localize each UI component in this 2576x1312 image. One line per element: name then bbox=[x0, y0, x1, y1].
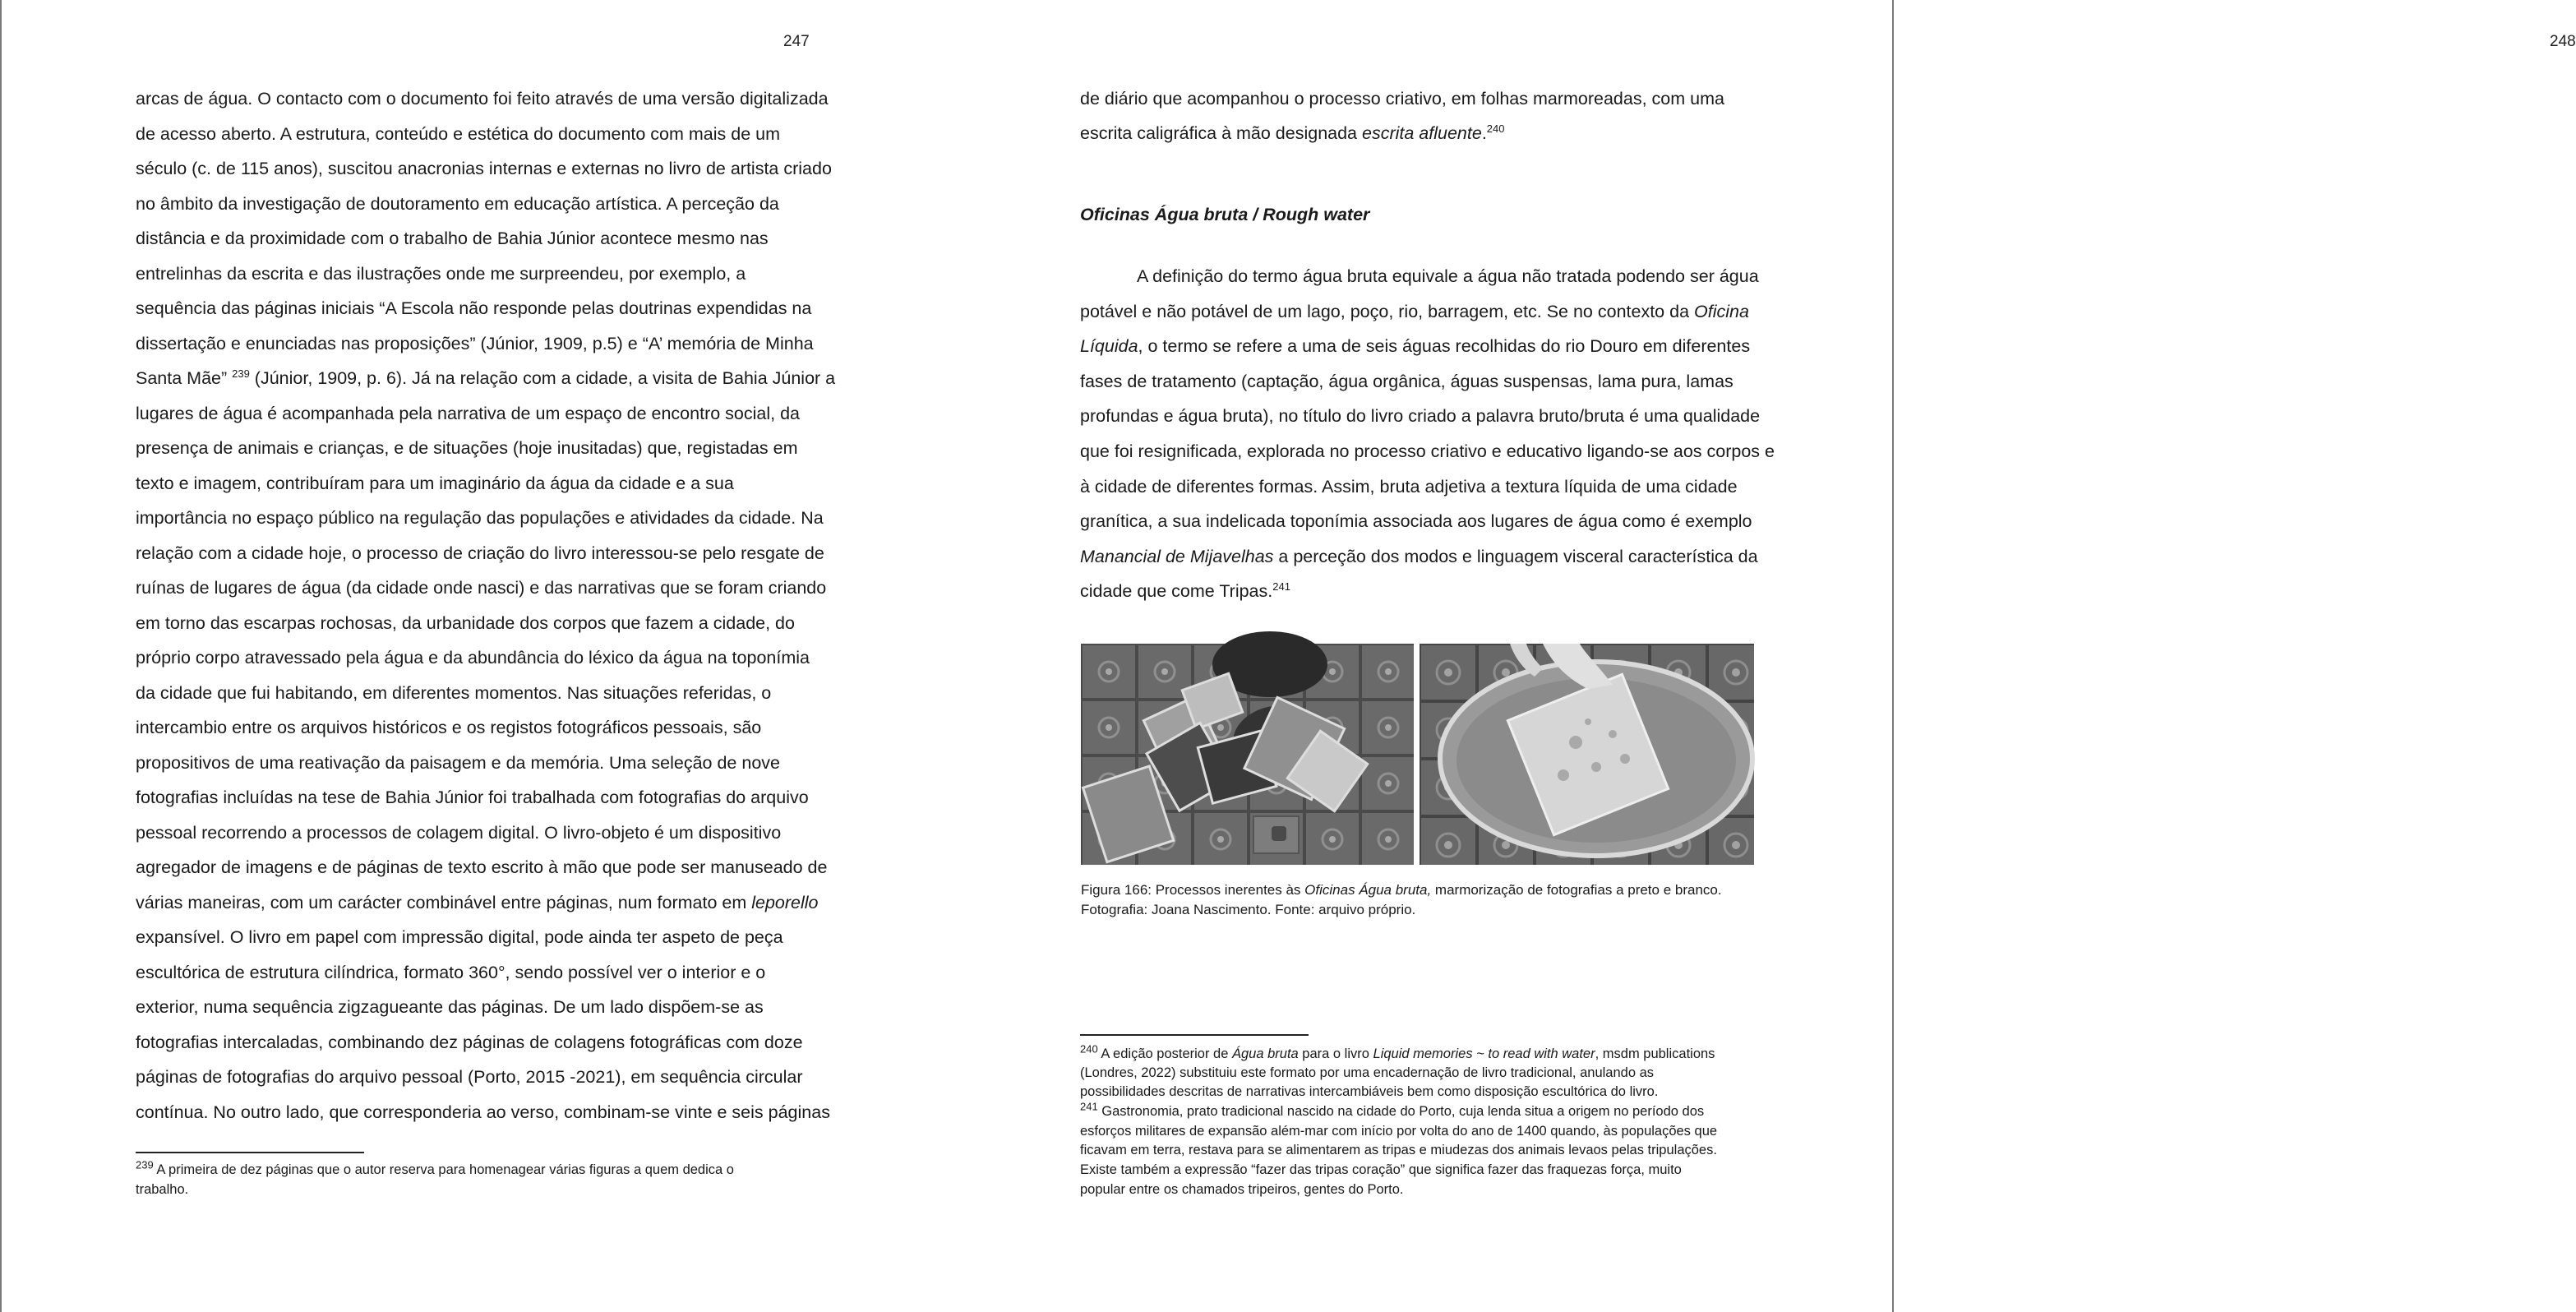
left-text-line: fotografias intercaladas, combinando dez páginas de colagens fotográficas com doze bbox=[136, 1032, 803, 1052]
left-text-line: distância e da proximidade com o trabalho de Bahia Júnior acontece mesmo nas bbox=[136, 229, 769, 248]
footnote-240-line-2: (Londres, 2022) substituiu este formato por uma encadernação de livro tradicional, anulando as bbox=[1080, 1065, 1655, 1080]
figure-caption-line-2: Fotografia: Joana Nascimento. Fonte: arquivo próprio. bbox=[1081, 902, 1416, 917]
right-text-line: que foi resignificada, explorada no processo criativo e educativo ligando-se aos corpos e bbox=[1080, 441, 1775, 461]
right-text-line: profundas e água bruta), no título do livro criado a palavra bruto/bruta é uma qualidade bbox=[1080, 406, 1761, 427]
left-text-line: Santa Mãe” $^{239}$ (Júnior, 1909, p. 6). Já na relação com a cidade, a visita de Bahia Júnior a bbox=[136, 367, 836, 388]
left-text-line: presença de animais e crianças, e de situações (hoje inusitadas) que, registadas em bbox=[136, 438, 798, 458]
left-text-line: sequência das páginas iniciais “A Escola não responde pelas doutrinas expendidas na bbox=[136, 298, 812, 318]
page-247 bbox=[0, 0, 947, 1312]
right-text-line: granítica, a sua indelicada toponímia associada aos lugares de água como é exemplo bbox=[1080, 511, 1752, 532]
right-text-line: fases de tratamento (captação, água orgânica, águas suspensas, lama pura, lamas bbox=[1080, 371, 1733, 391]
page-number: 247 bbox=[783, 33, 810, 50]
left-text-line: texto e imagem, contribuíram para um imaginário da água da cidade e a sua bbox=[136, 473, 734, 493]
left-text-line: várias maneiras, com um carácter combinável entre páginas, num formato em leporello bbox=[136, 892, 819, 912]
left-text-line: século (c. de 115 anos), suscitou anacronias internas e externas no livro de artista criado bbox=[136, 159, 832, 178]
footnote-241-line-2: esforços militares de expansão além-mar com início por volta do ano de 1400 quando, às populações que bbox=[1080, 1124, 1718, 1139]
footnote-separator bbox=[136, 1152, 364, 1153]
intro-line-2: escrita caligráfica à mão designada escrita afluente.$^{240}$ bbox=[1080, 122, 1505, 143]
right-text-line: à cidade de diferentes formas. Assim, bruta adjetiva a textura líquida de uma cidade bbox=[1080, 476, 1738, 497]
footnote-241-line-4: Existe também a expressão “fazer das tripas coração” que significa fazer das fraquezas força, muito bbox=[1080, 1162, 1682, 1177]
left-text-line: expansível. O livro em papel com impressão digital, pode ainda ter aspeto de peça bbox=[136, 927, 783, 947]
intro-line-1: de diário que acompanhou o processo criativo, em folhas marmoreadas, com uma bbox=[1080, 89, 1724, 109]
left-text-line: próprio corpo atravessado pela água e da abundância do léxico da água na toponímia bbox=[136, 648, 810, 668]
right-text-line: Manancial de Mijavelhas a perceção dos modos e linguagem visceral característica da bbox=[1080, 546, 1758, 566]
footnote-240: $^{240}$ A edição posterior de Água bruta para o livro Liquid memories ~ to read with water, msdm publications bbox=[1080, 1042, 1715, 1061]
footnote-239-cont: trabalho. bbox=[136, 1182, 189, 1197]
left-text-line: da cidade que fui habitando, em diferentes momentos. Nas situações referidas, o bbox=[136, 682, 772, 703]
left-text-line: importância no espaço público na regulação das populações e atividades da cidade. Na bbox=[136, 508, 824, 528]
figure-photo-left bbox=[1081, 644, 1414, 865]
footnote-241-line-3: ficavam em terra, restava para se alimentarem as tripas e miudezas dos animais levaos pelas tripulações. bbox=[1080, 1143, 1717, 1157]
left-text-line: escultórica de estrutura cilíndrica, formato 360°, sendo possível ver o interior e o bbox=[136, 962, 766, 982]
footnote-240-line-3: possibilidades descritas de narrativas intercambiáveis bem como disposição escultórica do livro. bbox=[1080, 1084, 1659, 1099]
page-number: 248 bbox=[2550, 33, 2576, 50]
figure-caption-line-1: Figura 166: Processos inerentes às Oficinas Água bruta, marmorização de fotografias a preto e branco. bbox=[1081, 882, 1722, 898]
left-text-line: ruínas de lugares de água (da cidade onde nasci) e das narrativas que se foram criando bbox=[136, 578, 827, 598]
left-text-line: lugares de água é acompanhada pela narrativa de um espaço de encontro social, da bbox=[136, 403, 800, 423]
footnote-separator-right bbox=[1080, 1034, 1309, 1036]
right-text-line: potável e não potável de um lago, poço, rio, barragem, etc. Se no contexto da Oficina bbox=[1080, 301, 1749, 321]
left-text-line: páginas de fotografias do arquivo pessoal (Porto, 2015 -2021), em sequência circular bbox=[136, 1067, 803, 1087]
footnote-241: $^{241}$ Gastronomia, prato tradicional nascido na cidade do Porto, cuja lenda situa a origem no período dos bbox=[1080, 1100, 1705, 1119]
left-text-line: no âmbito da investigação de doutoramento em educação artística. A perceção da bbox=[136, 193, 779, 214]
left-text-line: fotografias incluídas na tese de Bahia Júnior foi trabalhada com fotografias do arquivo bbox=[136, 788, 809, 807]
right-text-line: A definição do termo água bruta equivale a água não tratada podendo ser água bbox=[1137, 266, 1759, 286]
left-text-line: de acesso aberto. A estrutura, conteúdo e estética do documento com mais de um bbox=[136, 123, 781, 144]
left-text-line: contínua. No outro lado, que corresponderia ao verso, combinam-se vinte e seis páginas bbox=[136, 1102, 830, 1122]
marbling-photos-on-floor-image bbox=[1081, 644, 1414, 865]
footnote-241-line-5: popular entre os chamados tripeiros, gentes do Porto. bbox=[1080, 1182, 1404, 1197]
left-text-line: intercambio entre os arquivos históricos e os registos fotográficos pessoais, são bbox=[136, 718, 762, 737]
left-text-line: propositivos de uma reativação da paisagem e da memória. Uma seleção de nove bbox=[136, 752, 780, 773]
paper-in-water-basin-image bbox=[1420, 644, 1754, 865]
left-text-line: dissertação e enunciadas nas proposições” (Júnior, 1909, p.5) e “A’ memória de Minha bbox=[136, 333, 814, 353]
right-text-line: cidade que come Tripas.$^{241}$ bbox=[1080, 580, 1290, 602]
left-text-line: pessoal recorrendo a processos de colagem digital. O livro-objeto é um dispositivo bbox=[136, 822, 782, 843]
left-text-line: entrelinhas da escrita e das ilustrações onde me surpreendeu, por exemplo, a bbox=[136, 263, 746, 284]
figure-photo-right bbox=[1420, 644, 1754, 865]
left-text-line: agregador de imagens e de páginas de texto escrito à mão que pode ser manuseado de bbox=[136, 857, 828, 877]
left-text-line: em torno das escarpas rochosas, da urbanidade dos corpos que fazem a cidade, do bbox=[136, 612, 795, 633]
footnote-239: $^{239}$ A primeira de dez páginas que o autor reserva para homenagear várias figuras a quem dedica o bbox=[136, 1158, 734, 1177]
left-text-line: relação com a cidade hoje, o processo de criação do livro interessou-se pelo resgate de bbox=[136, 543, 824, 563]
left-text-line: arcas de água. O contacto com o documento foi feito através de uma versão digitalizada bbox=[136, 89, 829, 109]
section-heading: Oficinas Água bruta / Rough water bbox=[1080, 205, 1370, 224]
left-text-line: exterior, numa sequência zigzagueante das páginas. De um lado dispõem-se as bbox=[136, 997, 764, 1017]
right-text-line: Líquida, o termo se refere a uma de seis águas recolhidas do rio Douro em diferentes bbox=[1080, 336, 1751, 357]
